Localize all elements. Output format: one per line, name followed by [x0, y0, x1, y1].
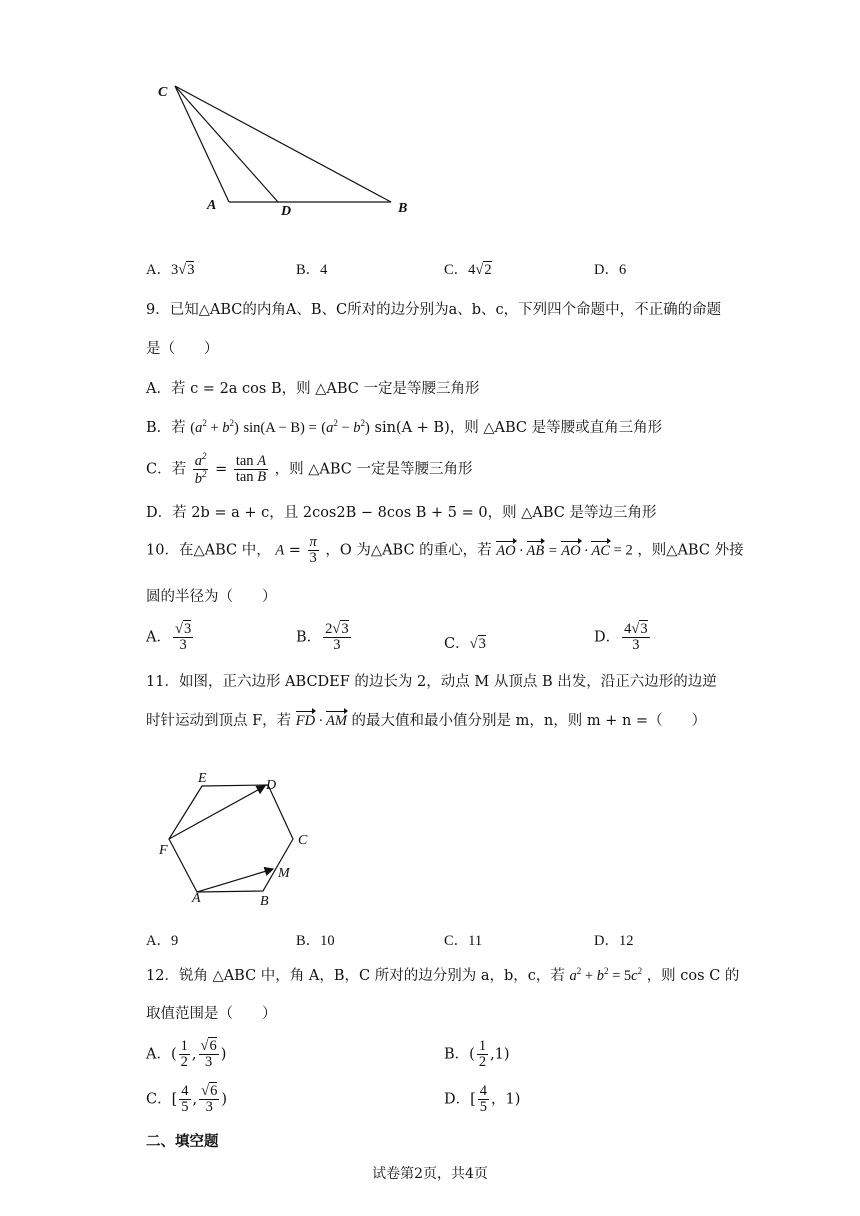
q11-stem-line1: 11．如图，正六边形 ABCDEF 的边长为 2，动点 M 从顶点 B 出发，沿正六边形的边逆	[146, 674, 717, 690]
q8-option-c: C．4√2	[444, 262, 492, 278]
vertex-label-d: D	[281, 204, 292, 219]
section-heading: 二、填空题	[146, 1134, 219, 1150]
q11-option-a: A．9	[146, 933, 179, 949]
q12-option-c: C．[ $\frac{4}{5}$ , $\frac{√6}{3}$ )	[146, 1083, 228, 1116]
vertex-label-b: B	[398, 201, 408, 216]
hex-label-c: C	[298, 833, 308, 848]
q11-option-c: C．11	[444, 933, 483, 949]
q12-stem-line1: 12．锐角 △ABC 中，角 A，B，C 所对的边分别为 a，b，c，若 $a^2 + b^2 = 5c^2$ ，则 cos C 的	[146, 966, 740, 984]
hex-label-d: D	[266, 778, 277, 793]
vertex-label-c: C	[158, 85, 168, 100]
q8-option-d: D．6	[594, 262, 627, 278]
q10-stem-line2: 圆的半径为（ ）	[146, 589, 277, 605]
q9-stem-line2: 是（ ）	[146, 341, 219, 357]
hex-label-f: F	[159, 843, 168, 858]
q9-stem-line1: 9．已知△ABC的内角A、B、C所对的边分别为a、b、c，下列四个命题中，不正确的命题	[146, 302, 722, 318]
q10-option-b: B． $\frac{2√3}{3}$	[296, 621, 349, 654]
q10-option-c: C．√3	[444, 636, 486, 652]
q11-option-d: D．12	[594, 933, 634, 949]
q12-option-b: B．( $\frac{1}{2}$ ,1)	[444, 1038, 510, 1071]
q9-option-b: B．若 $(a^2 + b^2) \sin(A - B) = (a^2 - b^2) \sin(A + B)$，则 △ABC 是等腰或直角三角形	[146, 418, 663, 436]
q8-option-a: A．3√3	[146, 262, 195, 278]
q10-option-d: D． $\frac{4√3}{3}$	[594, 621, 648, 654]
q10-option-a: A． $\frac{√3}{3}$	[146, 621, 192, 654]
q12-stem-line2: 取值范围是（ ）	[146, 1006, 277, 1022]
q12-option-a: A．( $\frac{1}{2}$ , $\frac{√6}{3}$ )	[146, 1038, 227, 1071]
q11-option-b: B．10	[296, 933, 335, 949]
page-footer: 试卷第2页，共4页	[372, 1166, 488, 1182]
q12-option-d: D．[ $\frac{4}{5}$ ，1)	[444, 1083, 521, 1116]
q8-option-b: B．4	[296, 262, 328, 278]
hex-label-m: M	[278, 866, 290, 881]
q9-option-c: C．若 $\frac{a^2}{b^2}$ = $\frac{\text{tan A}}{\text{tan B}}$ ，则 △ABC 一定是等腰三角形	[146, 451, 473, 487]
triangle-figure	[150, 78, 420, 223]
hex-label-e: E	[198, 771, 207, 786]
q11-stem-line2: 时针运动到顶点 F，若 FD · AM 的最大值和最小值分别是 m，n，则 m + n =（ ）	[146, 713, 707, 729]
q9-option-d: D．若 2b = a + c，且 2cos2B − 8cos B + 5 = 0，则 △ABC 是等边三角形	[146, 505, 657, 521]
vertex-label-a: A	[207, 198, 217, 213]
hex-label-a: A	[192, 891, 201, 906]
q9-option-a: A．若 c = 2a cos B，则 △ABC 一定是等腰三角形	[146, 381, 480, 397]
hex-label-b: B	[260, 894, 269, 909]
q10-stem-line1: 10．在△ABC 中， A = $\frac{\pi}{3}$ ，O 为△ABC 的重心，若 AO · AB = AO · AC = 2 ，则△ABC 外接	[146, 534, 744, 567]
